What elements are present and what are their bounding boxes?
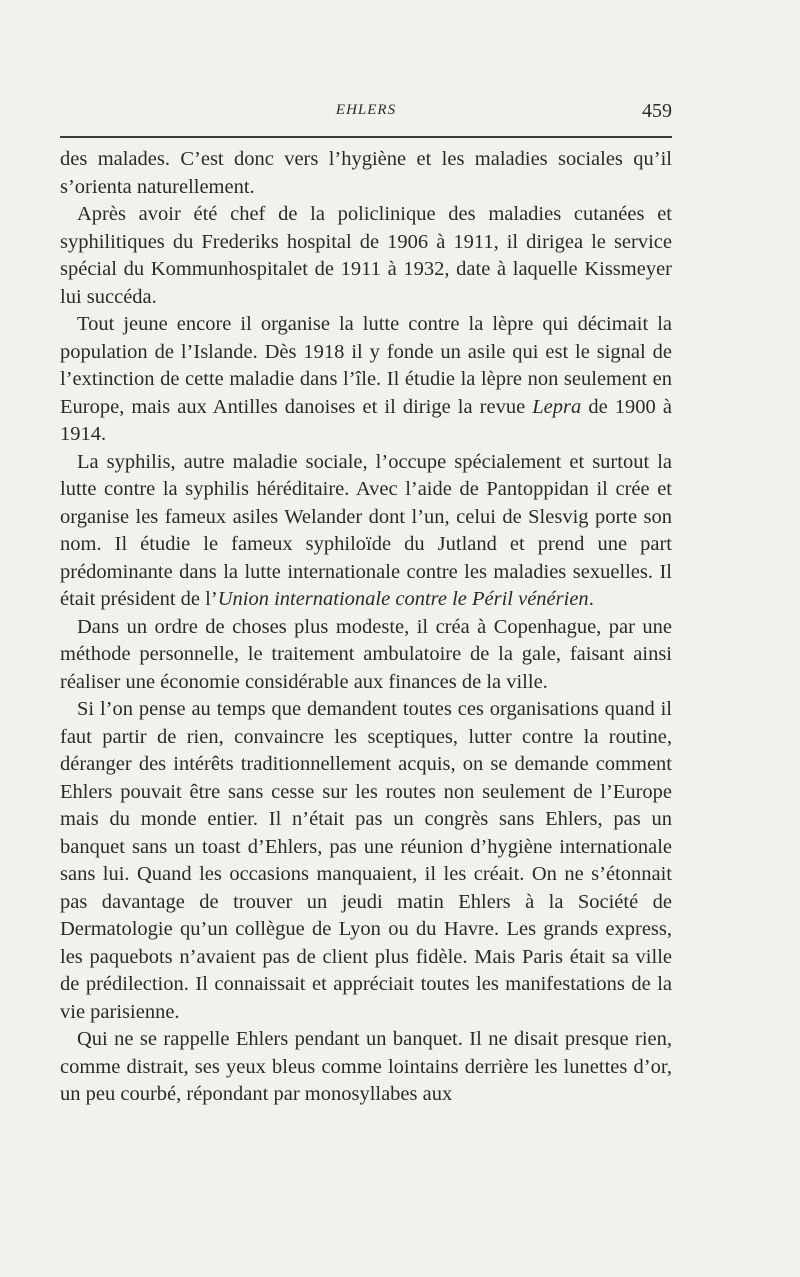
paragraph: Si l’on pense au temps que demandent toutes ces organisations quand il faut partir de rien, convaincre les sceptiques, lutter contre la routine, déranger des intérêts traditionnellement acquis, on se demande comment Ehlers pouvait être sans cesse sur les routes non seulement de l’Europe mais du monde entier. Il n’était pas un congrès sans Ehlers, pas un banquet sans un toast d’Ehlers, pas une réunion d’hygiène internationale sans lui. Quand les occasions manquaient, il les créait. On ne s’étonnait pas davantage de trouver un jeudi matin Ehlers à la Société de Dermatologie qu’un collègue de Lyon ou du Havre. Les grands express, les paquebots n’avaient pas de client plus fidèle. Mais Paris était sa ville de prédilection. Il connaissait et appréciait toutes les manifestations de la vie parisienne. (60, 698, 672, 1023)
paragraph-text: de 1900 à 1914. (60, 395, 672, 445)
page-number: 459 (642, 100, 672, 122)
paragraph-text: . (588, 588, 594, 610)
paragraph-text: La syphilis, autre maladie sociale, l’occupe spécialement et surtout la lutte contre la syphilis héréditaire. Avec l’aide de Pantoppidan il crée et organise les fameux asiles Welander dont l’un, celui de Slesvig porte son nom. Il étudie le fameux syphiloïde du Jutland et prend une part prédominante dans la lutte internationale contre les maladies sexuelles. Il était président de l’ (60, 450, 672, 610)
running-header (60, 100, 672, 128)
paragraph (60, 311, 672, 449)
paragraph-text: Tout jeune encore il organise la lutte contre la lèpre qui décimait la population de l’Islande. Dès 1918 il y fonde un asile qui est le signal de l’extinction de cette maladie dans l’île. Il étudie la lèpre non seulement en Europe, mais aux Antilles danoises et il dirige la revue (60, 313, 672, 418)
paragraph: Après avoir été chef de la policlinique des maladies cutanées et syphilitiques du Frederiks hospital de 1906 à 1911, il dirigea le service spécial du Kommunhospitalet de 1911 à 1932, date à laquelle Kissmeyer lui succéda. (60, 203, 672, 308)
organization-name: Union internationale contre le Péril vénérien (217, 588, 589, 610)
paragraph: Dans un ordre de choses plus modeste, il créa à Copenhague, par une méthode personnelle, le traitement ambulatoire de la gale, faisant ainsi réaliser une économie considérable aux finances de la ville. (60, 615, 672, 693)
journal-title: Lepra (532, 395, 582, 418)
paragraph: Qui ne se rappelle Ehlers pendant un banquet. Il ne disait presque rien, comme distrait, ses yeux bleus comme lointains derrière les lunettes d’or, un peu courbé, répondant par monosyllabes aux (60, 1028, 672, 1105)
header-rule (60, 136, 672, 138)
paragraph: des malades. C’est donc vers l’hygiène et les maladies sociales qu’il s’orienta naturellement. (60, 148, 672, 198)
paragraph (60, 449, 672, 614)
body-text (60, 146, 672, 1109)
running-title: EHLERS (335, 102, 397, 118)
